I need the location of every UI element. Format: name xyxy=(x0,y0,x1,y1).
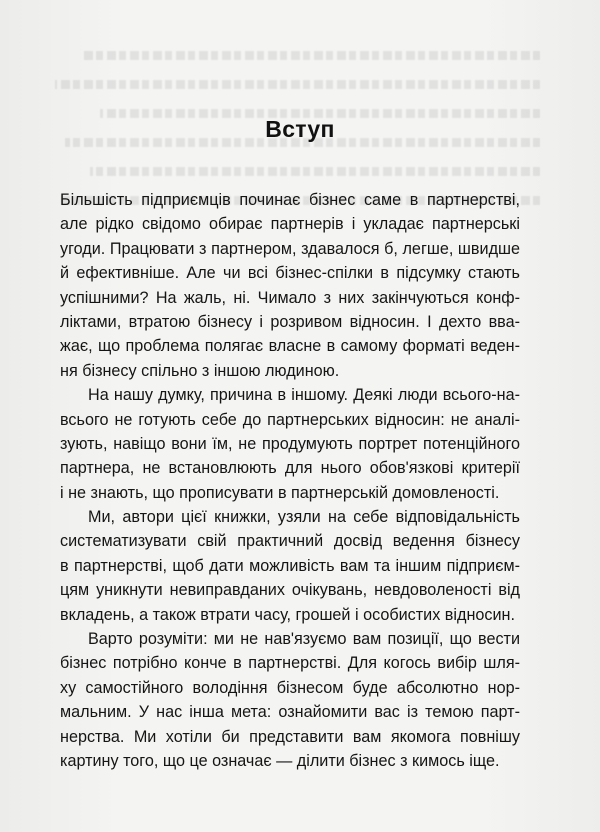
text-line: успішними? На жаль, ні. Чимало з них закінчуються конф- xyxy=(60,288,520,307)
text-line: в партнерстві, щоб дати можливість вам та іншим підприєм- xyxy=(60,556,520,575)
show-through-row xyxy=(40,51,540,73)
show-through-row xyxy=(40,80,540,102)
text-line: жає, що проблема полягає власне в самому форматі веден- xyxy=(60,337,520,356)
text-line: всього не готують себе до партнерських відносин: не аналі- xyxy=(60,410,520,429)
text-line: нерства. Ми хотіли би представити вам якомога повнішу xyxy=(60,727,520,746)
text-line: картину того, що це означає — ділити бізнес з кимось іще. xyxy=(60,751,500,770)
text-line: але рідко свідомо обирає партнерів і укладає партнерські xyxy=(60,215,520,234)
page-title: Вступ xyxy=(265,116,335,142)
text-line: зують, навіщо вони їм, не продумують портрет потенційного xyxy=(60,434,520,453)
text-line: партнера, не встановлюють для нього обов'язкові критерії xyxy=(60,459,520,478)
text-line: вкладень, а також втрати часу, грошей і особистих відносин. xyxy=(60,605,515,624)
text-line: Більшість підприємців починає бізнес саме в партнерстві, xyxy=(60,191,520,209)
text-line: бізнес потрібно конче в партнерстві. Для когось вибір шля- xyxy=(60,654,520,673)
show-through-row xyxy=(40,167,540,189)
text-line: ху самостійного володіння бізнесом буде абсолютно нор- xyxy=(60,678,520,697)
text-line: На нашу думку, причина в іншому. Деякі люди всього-на- xyxy=(88,386,520,405)
body-text xyxy=(60,188,520,773)
text-line: цям уникнути невиправданих очікувань, невдоволеності від xyxy=(60,581,520,600)
text-line: систематизувати свій практичний досвід ведення бізнесу xyxy=(60,532,520,551)
text-line: мальним. У нас інша мета: ознайомити вас із темою парт- xyxy=(60,703,520,722)
text-line: Ми, автори цієї книжки, узяли на себе відповідальність xyxy=(88,508,520,527)
text-line: й ефективніше. Але чи всі бізнес-спілки в підсумку стають xyxy=(60,264,520,283)
paragraph-3 xyxy=(60,505,520,627)
text-line: угоди. Працювати з партнером, здавалося б, легше, швидше xyxy=(60,239,520,258)
text-line: Варто розуміти: ми не нав'язуємо вам позиції, що вести xyxy=(88,630,520,649)
paragraph-1 xyxy=(60,188,520,383)
text-line: ліктами, втратою бізнесу і розривом відносин. І дехто вва- xyxy=(60,312,520,331)
text-line: ня бізнесу спільно з іншою людиною. xyxy=(60,361,340,380)
text-line: і не знають, що прописувати в партнерській домовленості. xyxy=(60,483,500,502)
paragraph-4 xyxy=(60,627,520,773)
paragraph-2 xyxy=(60,383,520,505)
